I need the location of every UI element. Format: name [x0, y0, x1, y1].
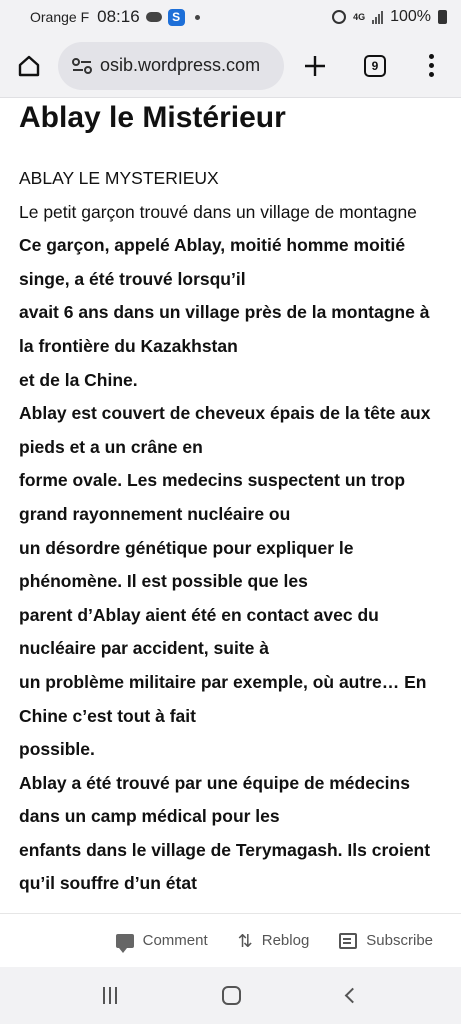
comment-button[interactable] [116, 932, 208, 949]
subscribe-label: Subscribe [366, 932, 433, 949]
article-content [19, 98, 439, 913]
reblog-label: Reblog [261, 932, 310, 949]
plus-icon [304, 55, 326, 77]
paragraph: et de la Chine. [19, 369, 138, 390]
article-heading: ABLAY LE MYSTERIEUX [19, 168, 219, 188]
app-notification-icon: S [168, 9, 185, 26]
alarm-icon [332, 10, 346, 24]
battery-icon [438, 10, 447, 24]
subscribe-button[interactable] [339, 932, 433, 949]
address-bar[interactable] [58, 42, 284, 90]
paragraph: Ablay est couvert de cheveux épais de la tête aux pieds et a un crâne en [19, 403, 431, 457]
menu-dot-icon [429, 54, 434, 59]
action-bar [0, 913, 461, 967]
subscribe-icon [339, 933, 357, 949]
paragraph: un problème militaire par exemple, où autre… En Chine c’est tout à fait [19, 671, 427, 726]
paragraph: possible. [19, 739, 95, 760]
paragraph: un désordre génétique pour expliquer le phénomène. Il est possible que les [19, 537, 354, 592]
menu-dot-icon [429, 72, 434, 77]
system-home-button[interactable] [222, 986, 241, 1005]
reblog-icon: ⇅ [237, 930, 253, 951]
site-settings-icon[interactable] [72, 58, 92, 74]
home-button[interactable] [0, 34, 58, 98]
tab-switcher-button[interactable] [346, 34, 404, 98]
signal-icon [372, 11, 383, 24]
new-tab-button[interactable] [284, 34, 346, 98]
recents-icon [103, 987, 105, 1004]
more-notifications-icon [195, 15, 200, 20]
paragraph: parent d’Ablay aient été en contact avec du nucléaire par accident, suite à [19, 604, 379, 659]
paragraph: forme ovale. Les medecins suspectent un trop grand rayonnement nucléaire ou [19, 470, 406, 524]
carrier-label: Orange F [30, 9, 90, 25]
paragraph: Ce garçon, appelé Ablay, moitié homme moitié singe, a été trouvé lorsqu’il [19, 235, 406, 289]
paragraph: enfants dans le village de Terymagash. Ils croient qu’il souffre d’un état [19, 839, 431, 894]
home-icon [17, 54, 41, 78]
menu-dot-icon [429, 63, 434, 68]
back-button[interactable] [345, 988, 361, 1004]
status-bar [0, 0, 461, 34]
paragraph: avait 6 ans dans un village près de la montagne à la frontière du Kazakhstan [19, 302, 430, 356]
menu-button[interactable] [404, 34, 458, 98]
reblog-button[interactable] [238, 932, 310, 950]
browser-toolbar [0, 34, 461, 98]
clock: 08:16 [97, 7, 140, 26]
page-title: Ablay le Mistérieur [19, 101, 286, 134]
network-type-label: 4G [353, 11, 366, 22]
status-left [30, 7, 200, 27]
comment-icon [116, 934, 134, 948]
paragraph: Ablay a été trouvé par une équipe de médecins dans un camp médical pour les [19, 772, 410, 827]
system-nav-bar [0, 967, 461, 1024]
article-subheading: Le petit garçon trouvé dans un village de montagne [19, 201, 417, 222]
recents-button[interactable] [103, 987, 117, 1004]
battery-percent: 100% [390, 8, 431, 25]
url-text[interactable]: osib.wordpress.com [100, 55, 261, 75]
cloud-icon [146, 12, 162, 22]
status-right [332, 8, 447, 26]
comment-label: Comment [142, 932, 208, 949]
tab-count: 9 [364, 55, 386, 77]
